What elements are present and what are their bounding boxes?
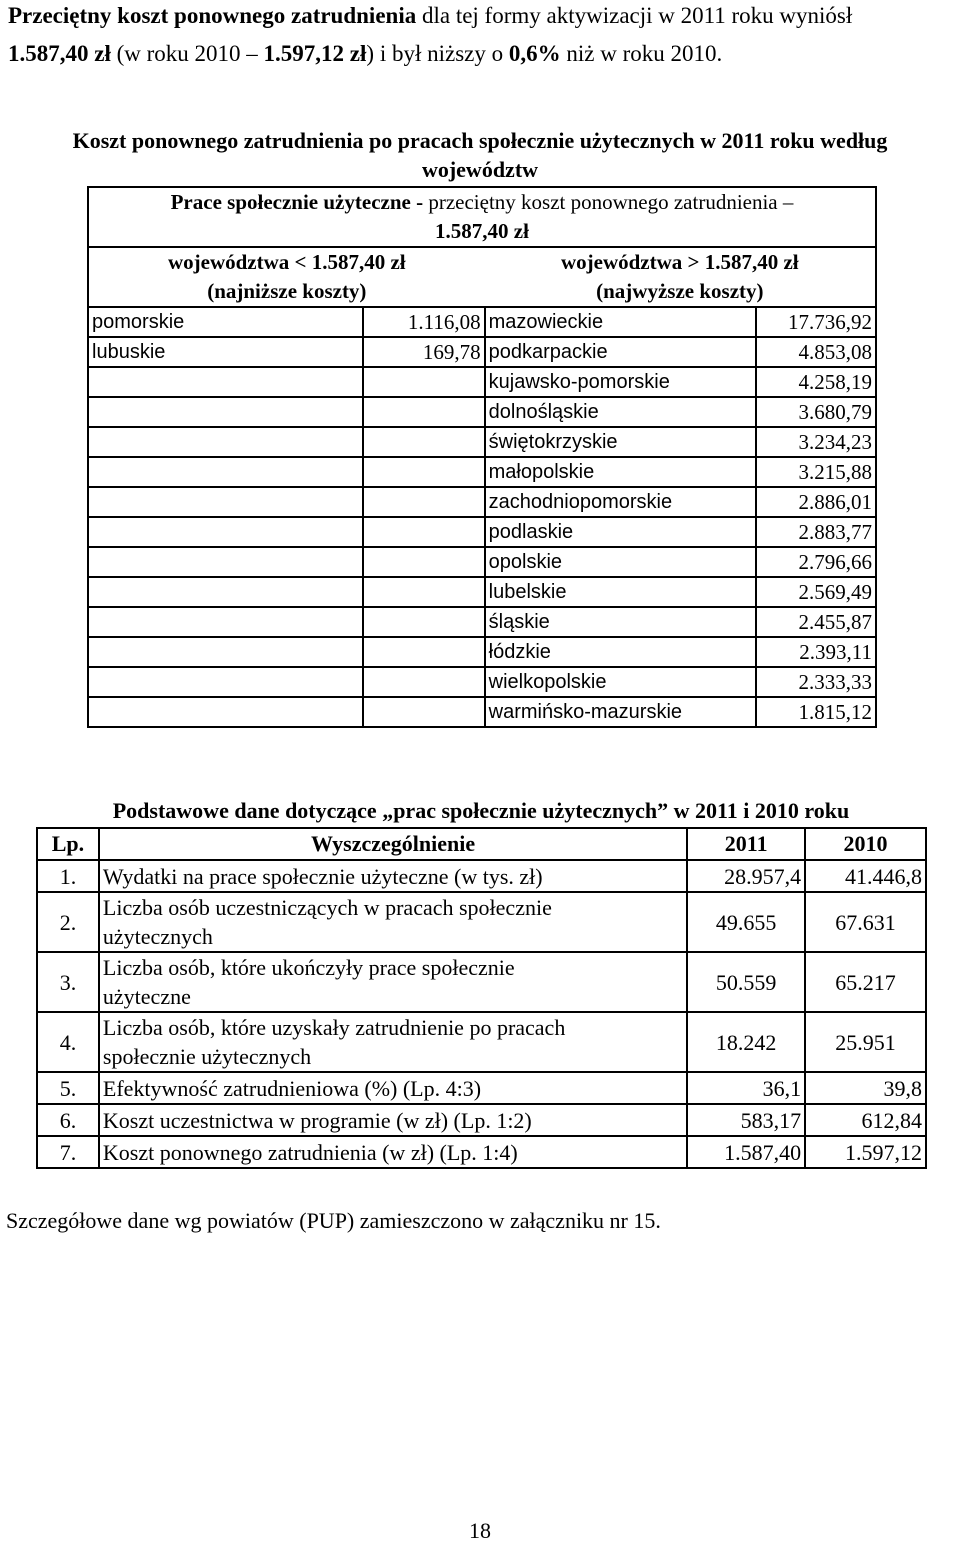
lower-cost-voivodeship-name [88, 547, 363, 577]
higher-cost-value: 1.815,12 [756, 697, 876, 727]
row-description [99, 952, 687, 1012]
lower-cost-voivodeship-name [88, 487, 363, 517]
row-description [99, 892, 687, 952]
higher-cost-voivodeship-name: warmińsko-mazurskie [485, 697, 757, 727]
row-description-line-1: Koszt ponownego zatrudnienia (w zł) (Lp. 1:4) [102, 1139, 518, 1165]
lower-cost-value [363, 487, 485, 517]
value-2011: 18.242 [687, 1012, 805, 1072]
higher-cost-value: 2.883,77 [756, 517, 876, 547]
header-2011: 2011 [687, 828, 805, 860]
higher-cost-value: 2.796,66 [756, 547, 876, 577]
value-2010: 67.631 [805, 892, 926, 952]
value-2010: 1.597,12 [805, 1136, 926, 1168]
lower-cost-voivodeship-name [88, 427, 363, 457]
lower-cost-value: 1.116,08 [363, 307, 485, 337]
table2-title: Podstawowe dane dotyczące „prac społecznie użytecznych” w 2011 i 2010 roku [112, 798, 850, 823]
higher-cost-value: 2.455,87 [756, 607, 876, 637]
table1-row [88, 667, 876, 697]
value-2010: 612,84 [805, 1104, 926, 1136]
value-2011: 28.957,4 [687, 860, 805, 892]
lower-cost-value [363, 457, 485, 487]
row-description-line-2: użyteczne [102, 984, 191, 1009]
lower-cost-voivodeship-name: pomorskie [88, 307, 363, 337]
row-description-line-1: Liczba osób uczestniczących w pracach społecznie [102, 895, 552, 920]
value-2011: 1.587,40 [687, 1136, 805, 1168]
row-number: 4. [37, 1012, 99, 1072]
value-2011: 583,17 [687, 1104, 805, 1136]
value-2011: 36,1 [687, 1072, 805, 1104]
intro-paragraph [8, 0, 960, 70]
row-description [99, 1136, 687, 1168]
row-description [99, 1012, 687, 1072]
table1-row [88, 517, 876, 547]
higher-cost-voivodeship-name: wielkopolskie [485, 667, 757, 697]
lower-cost-value [363, 427, 485, 457]
lower-cost-value [363, 547, 485, 577]
value-2010: 25.951 [805, 1012, 926, 1072]
lower-cost-value [363, 667, 485, 697]
higher-cost-voivodeship-name: podkarpackie [485, 337, 757, 367]
row-description-line-2: społecznie użytecznych [102, 1044, 312, 1069]
lower-cost-value: 169,78 [363, 337, 485, 367]
row-number: 7. [37, 1136, 99, 1168]
higher-cost-value: 2.333,33 [756, 667, 876, 697]
higher-cost-value: 2.886,01 [756, 487, 876, 517]
higher-cost-value: 4.853,08 [756, 337, 876, 367]
table1-row [88, 397, 876, 427]
table1-title-line-1: Koszt ponownego zatrudnienia po pracach społecznie użytecznych w 2011 roku według [72, 128, 888, 153]
table1-row [88, 697, 876, 727]
row-description-line-1: Liczba osób, które ukończyły prace społecznie [102, 955, 515, 980]
lower-cost-voivodeship-name [88, 367, 363, 397]
table1-row [88, 427, 876, 457]
higher-cost-value: 3.215,88 [756, 457, 876, 487]
lower-cost-value [363, 697, 485, 727]
header-lp: Lp. [37, 828, 99, 860]
table1-row [88, 367, 876, 397]
footnote: Szczegółowe dane wg powiatów (PUP) zamieszczono w załączniku nr 15. [6, 1208, 661, 1233]
row-number: 1. [37, 860, 99, 892]
row-description-line-2: użytecznych [102, 924, 213, 949]
row-description-line-1: Koszt uczestnictwa w programie (w zł) (Lp. 1:2) [102, 1107, 532, 1133]
higher-cost-value: 17.736,92 [756, 307, 876, 337]
higher-cost-voivodeship-name: lubelskie [485, 577, 757, 607]
table1-header-bold: Prace społecznie użyteczne - [170, 190, 429, 214]
table1-row [88, 487, 876, 517]
table2-row [37, 1136, 926, 1168]
table1-row [88, 457, 876, 487]
table1-title-line-2: województw [421, 157, 539, 182]
table1-row [88, 547, 876, 577]
row-description-line-1: Efektywność zatrudnieniowa (%) (Lp. 4:3) [102, 1075, 482, 1101]
lower-cost-voivodeship-name [88, 577, 363, 607]
value-2010: 39,8 [805, 1072, 926, 1104]
table2-row [37, 952, 926, 1012]
higher-cost-value: 2.393,11 [756, 637, 876, 667]
table1-header-text: przeciętny koszt ponownego zatrudnienia – [428, 190, 794, 214]
intro-bold-2c: 0,6% [508, 41, 561, 66]
higher-cost-value: 4.258,19 [756, 367, 876, 397]
left-group-header [88, 247, 485, 307]
row-number: 2. [37, 892, 99, 952]
higher-cost-voivodeship-name: podlaskie [485, 517, 757, 547]
higher-cost-value: 3.234,23 [756, 427, 876, 457]
intro-bold-1: Przeciętny koszt ponownego zatrudnienia [8, 3, 417, 28]
higher-cost-voivodeship-name: śląskie [485, 607, 757, 637]
higher-cost-voivodeship-name: kujawsko-pomorskie [485, 367, 757, 397]
lower-cost-value [363, 577, 485, 607]
left-group-sublabel: (najniższe koszty) [207, 279, 367, 303]
higher-cost-voivodeship-name: świętokrzyskie [485, 427, 757, 457]
lower-cost-value [363, 517, 485, 547]
higher-cost-voivodeship-name: dolnośląskie [485, 397, 757, 427]
table1-body [88, 307, 876, 727]
higher-cost-value: 2.569,49 [756, 577, 876, 607]
row-number: 3. [37, 952, 99, 1012]
intro-bold-2b: 1.597,12 zł [263, 41, 367, 66]
table2-row [37, 1072, 926, 1104]
table2-row [37, 892, 926, 952]
lower-cost-voivodeship-name [88, 457, 363, 487]
higher-cost-voivodeship-name: małopolskie [485, 457, 757, 487]
lower-cost-voivodeship-name: lubuskie [88, 337, 363, 367]
intro-line-1 [8, 0, 960, 32]
intro-bold-2a: 1.587,40 zł [8, 41, 111, 66]
intro-text-1: dla tej formy aktywizacji w 2011 roku wyniósł [416, 3, 853, 28]
value-2010: 65.217 [805, 952, 926, 1012]
intro-text-2b: ) i był niższy o [366, 41, 509, 66]
row-description [99, 1104, 687, 1136]
lower-cost-voivodeship-name [88, 667, 363, 697]
lower-cost-value [363, 397, 485, 427]
higher-cost-voivodeship-name: mazowieckie [485, 307, 757, 337]
lower-cost-value [363, 637, 485, 667]
header-description: Wyszczególnienie [99, 828, 687, 860]
lower-cost-value [363, 607, 485, 637]
row-number: 6. [37, 1104, 99, 1136]
higher-cost-voivodeship-name: zachodniopomorskie [485, 487, 757, 517]
right-group-header [485, 247, 876, 307]
lower-cost-voivodeship-name [88, 607, 363, 637]
right-group-label: województwa > 1.587,40 zł [560, 250, 799, 274]
intro-line-2 [8, 38, 960, 70]
lower-cost-voivodeship-name [88, 637, 363, 667]
row-description [99, 860, 687, 892]
value-2011: 49.655 [687, 892, 805, 952]
table1-header-value: 1.587,40 zł [435, 219, 529, 243]
lower-cost-voivodeship-name [88, 397, 363, 427]
intro-text-2c: niż w roku 2010. [560, 41, 723, 66]
row-description [99, 1072, 687, 1104]
table1-row [88, 307, 876, 337]
header-2010: 2010 [805, 828, 926, 860]
table1-row [88, 637, 876, 667]
lower-cost-value [363, 367, 485, 397]
right-group-sublabel: (najwyższe koszty) [596, 279, 764, 303]
value-2011: 50.559 [687, 952, 805, 1012]
row-description-line-1: Wydatki na prace społecznie użyteczne (w tys. zł) [102, 863, 543, 889]
lower-cost-voivodeship-name [88, 697, 363, 727]
table1-row [88, 337, 876, 367]
table2-row [37, 1104, 926, 1136]
table2-body [37, 860, 926, 1168]
table2-row [37, 860, 926, 892]
intro-text-2a: (w roku 2010 – [110, 41, 264, 66]
table2-header-row [37, 828, 926, 860]
page-number: 18 [469, 1518, 491, 1543]
table1-header [88, 187, 876, 247]
higher-cost-voivodeship-name: łódzkie [485, 637, 757, 667]
voivodeship-cost-table [87, 186, 877, 728]
public-works-basic-data-table [36, 827, 927, 1169]
value-2010: 41.446,8 [805, 860, 926, 892]
lower-cost-voivodeship-name [88, 517, 363, 547]
row-number: 5. [37, 1072, 99, 1104]
row-description-line-1: Liczba osób, które uzyskały zatrudnienie po pracach [102, 1015, 566, 1040]
table2-row [37, 1012, 926, 1072]
table1-row [88, 607, 876, 637]
table1-row [88, 577, 876, 607]
left-group-label: województwa < 1.587,40 zł [167, 250, 406, 274]
higher-cost-value: 3.680,79 [756, 397, 876, 427]
higher-cost-voivodeship-name: opolskie [485, 547, 757, 577]
